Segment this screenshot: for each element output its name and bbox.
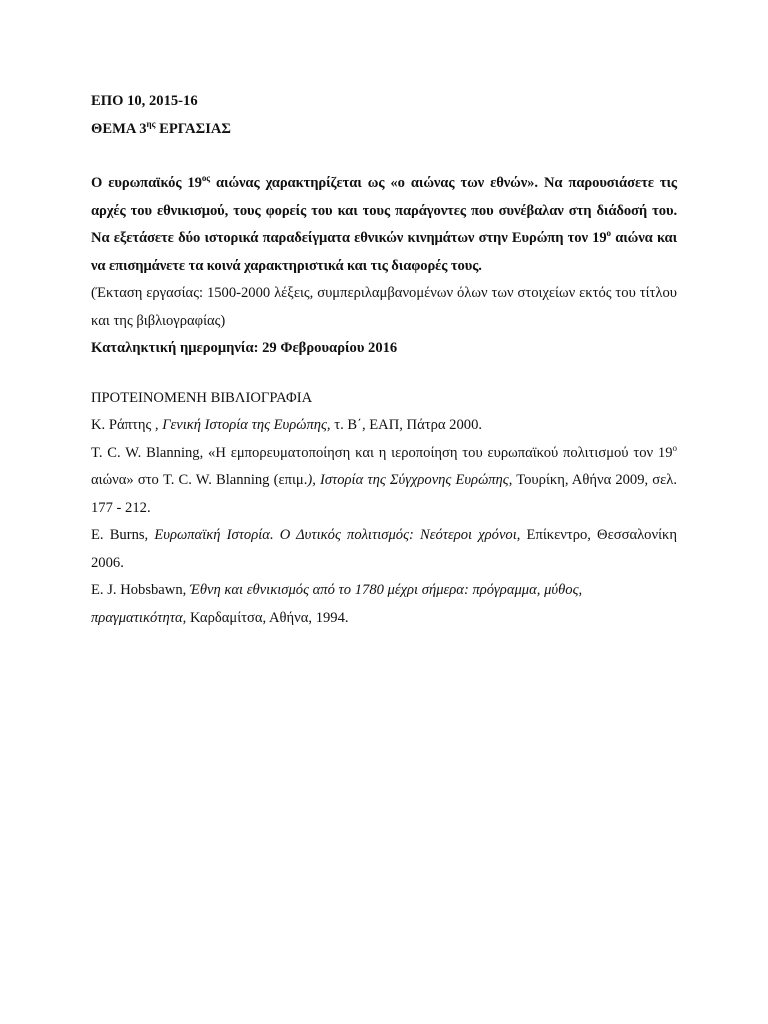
- assignment-question: [91, 170, 677, 280]
- course-code: ΕΠΟ 10, 2015-16: [91, 93, 198, 109]
- question-part-3: αιώνα και να επισημάνετε τα κοινά χαρακτηριστικά και τις διαφορές τους.: [91, 230, 677, 274]
- deadline: Καταληκτική ημερομηνία: 29 Φεβρουαρίου 2016: [91, 340, 398, 356]
- bibliography-entry: E. J. Hobsbawn, Έθνη και εθνικισμός από το 1780 μέχρι σήμερα: πρόγραμμα, μύθος, πραγματικότητα, Καρδαμίτσα, Αθήνα, 1994.: [91, 582, 583, 626]
- bibliography-entry: T. C. W. Blanning, «Η εμπορευματοποίηση και η ιεροποίηση του ευρωπαϊκού πολιτισμού τον $19^o$ αιώνα» στο T. C. W. Blanning (επιμ.), Ιστορία της Σύγχρονης Ευρώπης, Τουρίκη, Αθήνα 2009, σελ. 177 - 212.: [91, 442, 677, 516]
- question-part-1: Ο ευρωπαϊκός 19: [91, 175, 202, 191]
- question-superscript-1: ος: [201, 173, 210, 183]
- question-superscript-2: ο: [606, 228, 611, 238]
- spacer: [91, 143, 677, 170]
- bibliography-entry: E. Burns, Ευρωπαϊκή Ιστορία. Ο Δυτικός πολιτισμός: Νεότεροι χρόνοι, Επίκεντρο, Θεσσαλονίκη 2006.: [91, 527, 677, 571]
- topic-suffix: ΕΡΓΑΣΙΑΣ: [155, 120, 231, 137]
- bibliography-heading: ΠΡΟΤΕΙΝΟΜΕΝΗ ΒΙΒΛΙΟΓΡΑΦΙΑ: [91, 389, 313, 406]
- topic-prefix: ΘΕΜΑ 3: [91, 120, 147, 137]
- extent-note: (Έκταση εργασίας: 1500-2000 λέξεις, συμπεριλαμβανομένων όλων των στοιχείων εκτός του τίτλου και της βιβλιογραφίας): [91, 285, 677, 329]
- spacer: [91, 363, 677, 385]
- document-body: [91, 88, 677, 632]
- bibliography-entry: Κ. Ράπτης , Γενική Ιστορία της Ευρώπης, τ. Β΄, ΕΑΠ, Πάτρα 2000.: [91, 417, 483, 433]
- question-part-2: αιώνας χαρακτηρίζεται ως «ο αιώνας των εθνών». Να παρουσιάσετε τις αρχές του εθνικισμού, τους φορείς του και τους παράγοντες που συνέβαλαν στη διάδοσή του. Να εξετάσετε δύο ιστορικά παραδείγματα εθνικών κινημάτων στην Ευρώπη τον 19: [91, 175, 677, 246]
- assignment-topic-title: [91, 116, 677, 144]
- topic-superscript: ης: [146, 118, 156, 129]
